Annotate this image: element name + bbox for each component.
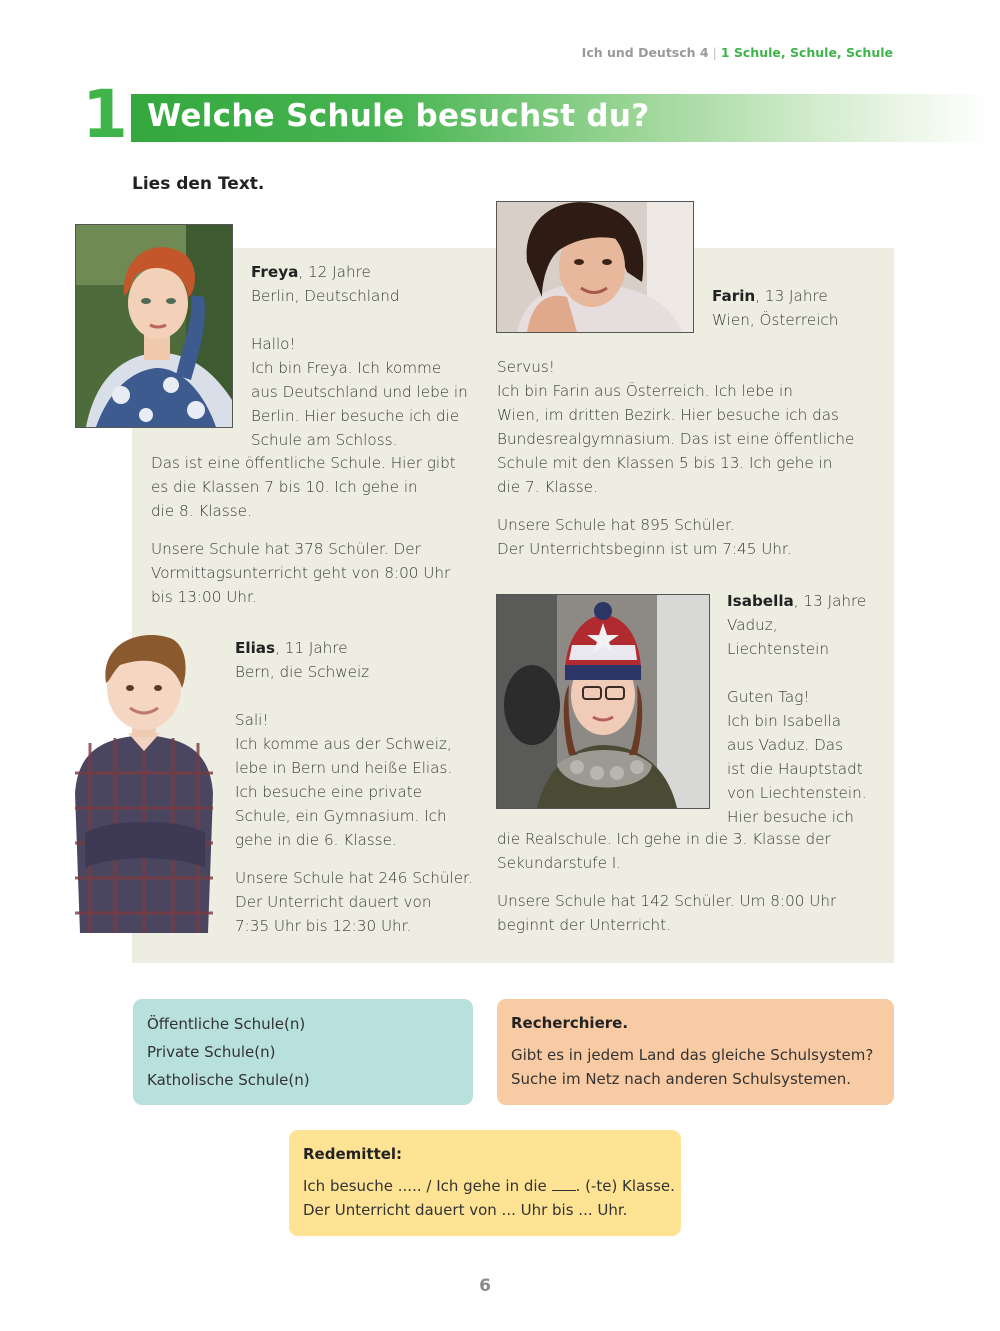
freya-text-line: aus Deutschland und lebe in [251,383,468,401]
phrases-box [289,1130,681,1236]
isabella-place: Vaduz, [727,616,778,634]
elias-text-line: Unsere Schule hat 246 Schüler. [235,869,473,887]
freya-intro [251,260,468,452]
research-line: Gibt es in jedem Land das gleiche Schulsystem? [511,1046,874,1064]
vocab-item: Katholische Schule(n) [147,1071,310,1089]
elias-name-line [235,636,473,660]
vocab-item: Private Schule(n) [147,1043,276,1061]
phrase-line [303,1174,675,1198]
isabella-text-line: Unsere Schule hat 142 Schüler. Um 8:00 Uhr [497,892,837,910]
freya-text-line: Das ist eine öffentliche Schule. Hier gibt [151,454,456,472]
isabella-name-line [727,589,867,613]
isabella-body [497,827,836,937]
elias-text-line: Ich besuche eine private [235,783,423,801]
instruction: Lies den Text. [132,174,265,194]
isabella-place: Liechtenstein [727,640,829,658]
isabella-name: Isabella [727,592,794,610]
research-line: Suche im Netz nach anderen Schulsystemen. [511,1070,851,1088]
freya-body [151,451,456,609]
farin-text-line: Wien, im dritten Bezirk. Hier besuche ich das [497,406,839,424]
isabella-greeting: Guten Tag! [727,688,810,706]
elias-text-line: 7:35 Uhr bis 12:30 Uhr. [235,917,412,935]
elias-intro [235,636,473,938]
header-separator: | [712,45,717,60]
running-header [582,45,893,60]
phrase-line: Der Unterricht dauert von ... Uhr bis ... Uhr. [303,1201,628,1219]
vocab-item: Öffentliche Schule(n) [147,1015,306,1033]
freya-text-line: Berlin. Hier besuche ich die [251,407,460,425]
farin-place: Wien, Österreich [712,311,839,329]
farin-body [497,355,854,561]
freya-text-line: Vormittagsunterricht geht von 8:00 Uhr [151,564,451,582]
farin-text-line: Unsere Schule hat 895 Schüler. [497,516,735,534]
farin-photo [496,201,694,333]
isabella-text-line: von Liechtenstein. [727,784,867,802]
isabella-text-line: ist die Hauptstadt [727,760,863,778]
farin-name-line [712,284,838,308]
elias-place: Bern, die Schweiz [235,663,370,681]
blank-line [552,1176,576,1191]
isabella-text-line: beginnt der Unterricht. [497,916,671,934]
freya-text-line: Schule am Schloss. [251,431,398,449]
elias-name: Elias [235,639,276,657]
freya-text-line: Unsere Schule hat 378 Schüler. Der [151,540,421,558]
farin-greeting: Servus! [497,358,555,376]
vocabulary-box [133,999,473,1105]
farin-text-line: Ich bin Farin aus Österreich. Ich lebe in [497,382,793,400]
unit-number: 1 [82,76,128,153]
elias-age: , 11 Jahre [275,639,348,657]
farin-age: , 13 Jahre [755,287,828,305]
chapter-title: 1 Schule, Schule, Schule [720,45,893,60]
title-banner [131,94,991,142]
elias-text-line: Der Unterricht dauert von [235,893,432,911]
farin-name: Farin [712,287,756,305]
page-title: Welche Schule besuchst du? [147,98,650,134]
phrases-heading: Redemittel: [303,1145,403,1163]
freya-text-line: die 8. Klasse. [151,502,252,520]
farin-text-line: die 7. Klasse. [497,478,598,496]
phrase-part: . (-te) Klasse. [575,1177,675,1195]
isabella-photo [496,594,710,809]
farin-intro [712,284,838,332]
research-box [497,999,894,1105]
elias-text-line: gehe in die 6. Klasse. [235,831,397,849]
isabella-age: , 13 Jahre [793,592,867,610]
research-heading: Recherchiere. [511,1014,629,1032]
freya-age: , 12 Jahre [298,263,371,281]
farin-text-line: Bundesrealgymnasium. Das ist eine öffentliche [497,430,855,448]
elias-text-line: Schule, ein Gymnasium. Ich [235,807,447,825]
farin-text-line: Schule mit den Klassen 5 bis 13. Ich gehe in [497,454,833,472]
freya-text-line: bis 13:00 Uhr. [151,588,257,606]
elias-text-line: lebe in Bern und heiße Elias. [235,759,453,777]
isabella-intro [727,589,867,829]
isabella-text-line: die Realschule. Ich gehe in die 3. Klasse der [497,830,831,848]
isabella-text-line: Sekundarstufe I. [497,854,622,872]
page-number: 6 [479,1276,491,1296]
elias-photo [70,633,218,933]
phrase-part: Ich besuche ..... / Ich gehe in die [303,1177,552,1195]
freya-photo [75,224,233,428]
freya-name: Freya [251,263,299,281]
isabella-text-line: Hier besuche ich [727,808,854,826]
elias-greeting: Sali! [235,711,269,729]
elias-text-line: Ich komme aus der Schweiz, [235,735,452,753]
freya-place: Berlin, Deutschland [251,287,400,305]
isabella-text-line: aus Vaduz. Das [727,736,843,754]
freya-name-line [251,260,468,284]
book-title: Ich und Deutsch 4 [581,45,709,60]
isabella-text-line: Ich bin Isabella [727,712,842,730]
freya-text-line: Ich bin Freya. Ich komme [251,359,442,377]
farin-text-line: Der Unterrichtsbeginn ist um 7:45 Uhr. [497,540,792,558]
freya-text-line: es die Klassen 7 bis 10. Ich gehe in [151,478,418,496]
freya-greeting: Hallo! [251,335,296,353]
